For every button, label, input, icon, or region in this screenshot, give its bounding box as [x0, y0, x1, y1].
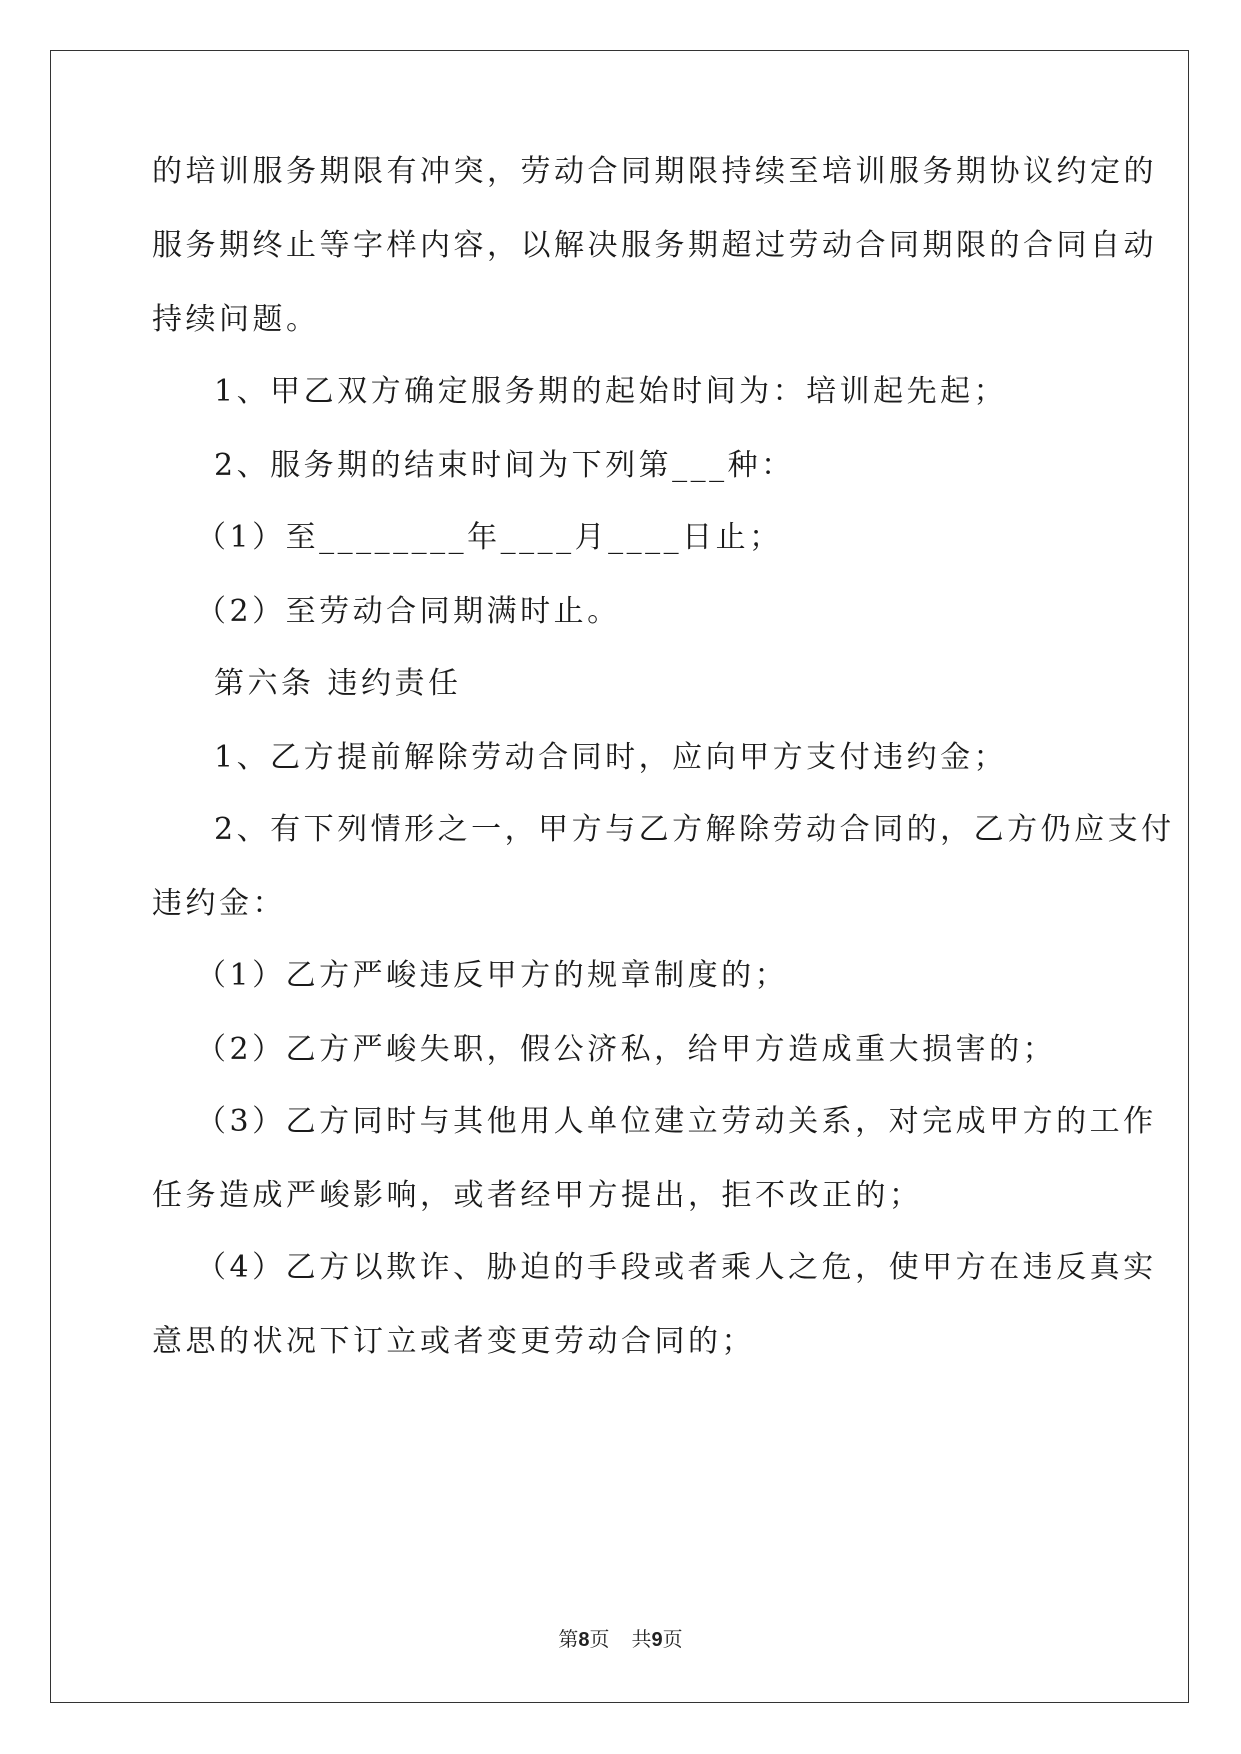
- paragraph-line: 1、乙方提前解除劳动合同时，应向甲方支付违约金；: [214, 740, 1008, 775]
- page-border: [50, 50, 1189, 1703]
- page-footer: [0, 1626, 1241, 1653]
- paragraph-line: 违约金：: [152, 886, 286, 921]
- total-suffix: 页: [662, 1627, 683, 1651]
- total-prefix: 共: [631, 1627, 652, 1651]
- section-heading: 第六条 违约责任: [214, 666, 462, 701]
- paragraph-line: 的培训服务期限有冲突，劳动合同期限持续至培训服务期协议约定的: [152, 154, 1157, 189]
- paragraph-line: 1、甲乙双方确定服务期的起始时间为：培训起先起；: [214, 374, 1008, 409]
- paragraph-line: 服务期终止等字样内容，以解决服务期超过劳动合同期限的合同自动: [152, 228, 1157, 263]
- page-suffix: 页: [589, 1627, 610, 1651]
- paragraph-line: （4）乙方以欺诈、胁迫的手段或者乘人之危，使甲方在违反真实: [196, 1250, 1157, 1285]
- paragraph-line: （1）至________年____月____日止；: [196, 520, 783, 555]
- page-prefix: 第: [558, 1627, 579, 1651]
- paragraph-line: （1）乙方严峻违反甲方的规章制度的；: [196, 958, 789, 993]
- paragraph-line: 2、有下列情形之一，甲方与乙方解除劳动合同的，乙方仍应支付: [214, 812, 1175, 847]
- paragraph-line: 2、服务期的结束时间为下列第___种：: [214, 448, 795, 483]
- paragraph-line: 任务造成严峻影响，或者经甲方提出，拒不改正的；: [152, 1178, 923, 1213]
- current-page-number: 8: [578, 1629, 590, 1651]
- total-page-number: 9: [651, 1629, 663, 1651]
- paragraph-line: 持续问题。: [152, 302, 320, 337]
- paragraph-line: （2）乙方严峻失职，假公济私，给甲方造成重大损害的；: [196, 1032, 1057, 1067]
- paragraph-line: 意思的状况下订立或者变更劳动合同的；: [152, 1324, 755, 1359]
- paragraph-line: （2）至劳动合同期满时止。: [196, 594, 621, 629]
- paragraph-line: （3）乙方同时与其他用人单位建立劳动关系，对完成甲方的工作: [196, 1104, 1157, 1139]
